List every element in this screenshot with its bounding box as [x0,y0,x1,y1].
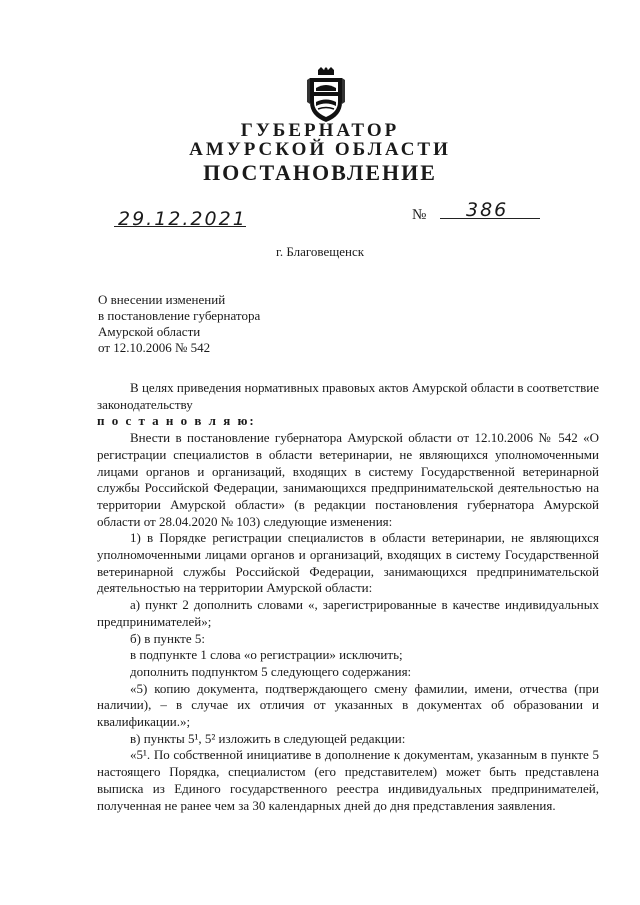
subject-line: в постановление губернатора [98,308,261,323]
body-paragraph: дополнить подпунктом 5 следующего содержания: [130,663,412,679]
body-paragraph: а) пункт 2 дополнить словами «, зарегистрированные в качестве индивидуальных предпринимателей»; [97,597,599,629]
body-paragraph: В целях приведения нормативных правовых актов Амурской области в соответствие законодательству [97,380,599,412]
subject-line: Амурской области [98,324,201,339]
body-paragraph: в) пункты 5¹, 5² изложить в следующей редакции: [130,730,406,746]
coat-of-arms-emblem [304,66,348,124]
body-paragraph: в подпункте 1 слова «о регистрации» исключить; [130,647,403,663]
decree-word: п о с т а н о в л я ю: [97,413,256,429]
body-paragraph: б) в пункте 5: [130,630,205,646]
subject-line: О внесении изменений [98,292,226,307]
number-underline [440,218,540,219]
governor-title: ГУБЕРНАТОР [240,120,400,141]
document-date: 29.12.2021 [118,208,247,230]
subject-line: от 12.10.2006 № 542 [98,340,211,355]
body-paragraph: Внести в постановление губернатора Амурской области от 12.10.2006 № 542 «О регистрации специалистов в области ветеринарии, не являющихся уполномоченными лицами органов и организаций, входящих в систему Государственной ветеринарной службы Российской Федерации, занимающихся предпринимательской деятельностью на территории Амурской области» (в редакции постановления губернатора Амурской области от 28.04.2020 № 103) следующие изменения: [97,430,599,529]
body-paragraph: «5) копию документа, подтверждающего смену фамилии, имени, отчества (при наличии), – в случае их отличия от указанных в документах об образовании и квалификации.»; [97,680,599,730]
city-name: г. Благовещенск [275,244,365,259]
document-type-title: ПОСТАНОВЛЕНИЕ [203,160,437,185]
document-subject [98,292,260,356]
document-body [97,380,599,814]
region-title: АМУРСКОЙ ОБЛАСТИ [189,139,451,160]
document-number: 386 [466,199,509,221]
date-underline [114,226,246,227]
body-paragraph: 1) в Порядке регистрации специалистов в области ветеринарии, не являющихся уполномоченными лицами органов и организаций, входящих в систему Государственной ветеринарной службы Российской Федерации, занимающихся предпринимательской деятельностью на территории Амурской области: [97,530,599,596]
body-paragraph: «5¹. По собственной инициативе в дополнение к документам, указанным в пункте 5 настоящего Порядка, специалистом (его представителем) может быть представлена выписка из Единого государственного реестра индивидуальных предпринимателей, полученная не ранее чем за 30 календарных дней до дня представления заявления. [97,747,599,813]
number-label: № [412,207,427,223]
